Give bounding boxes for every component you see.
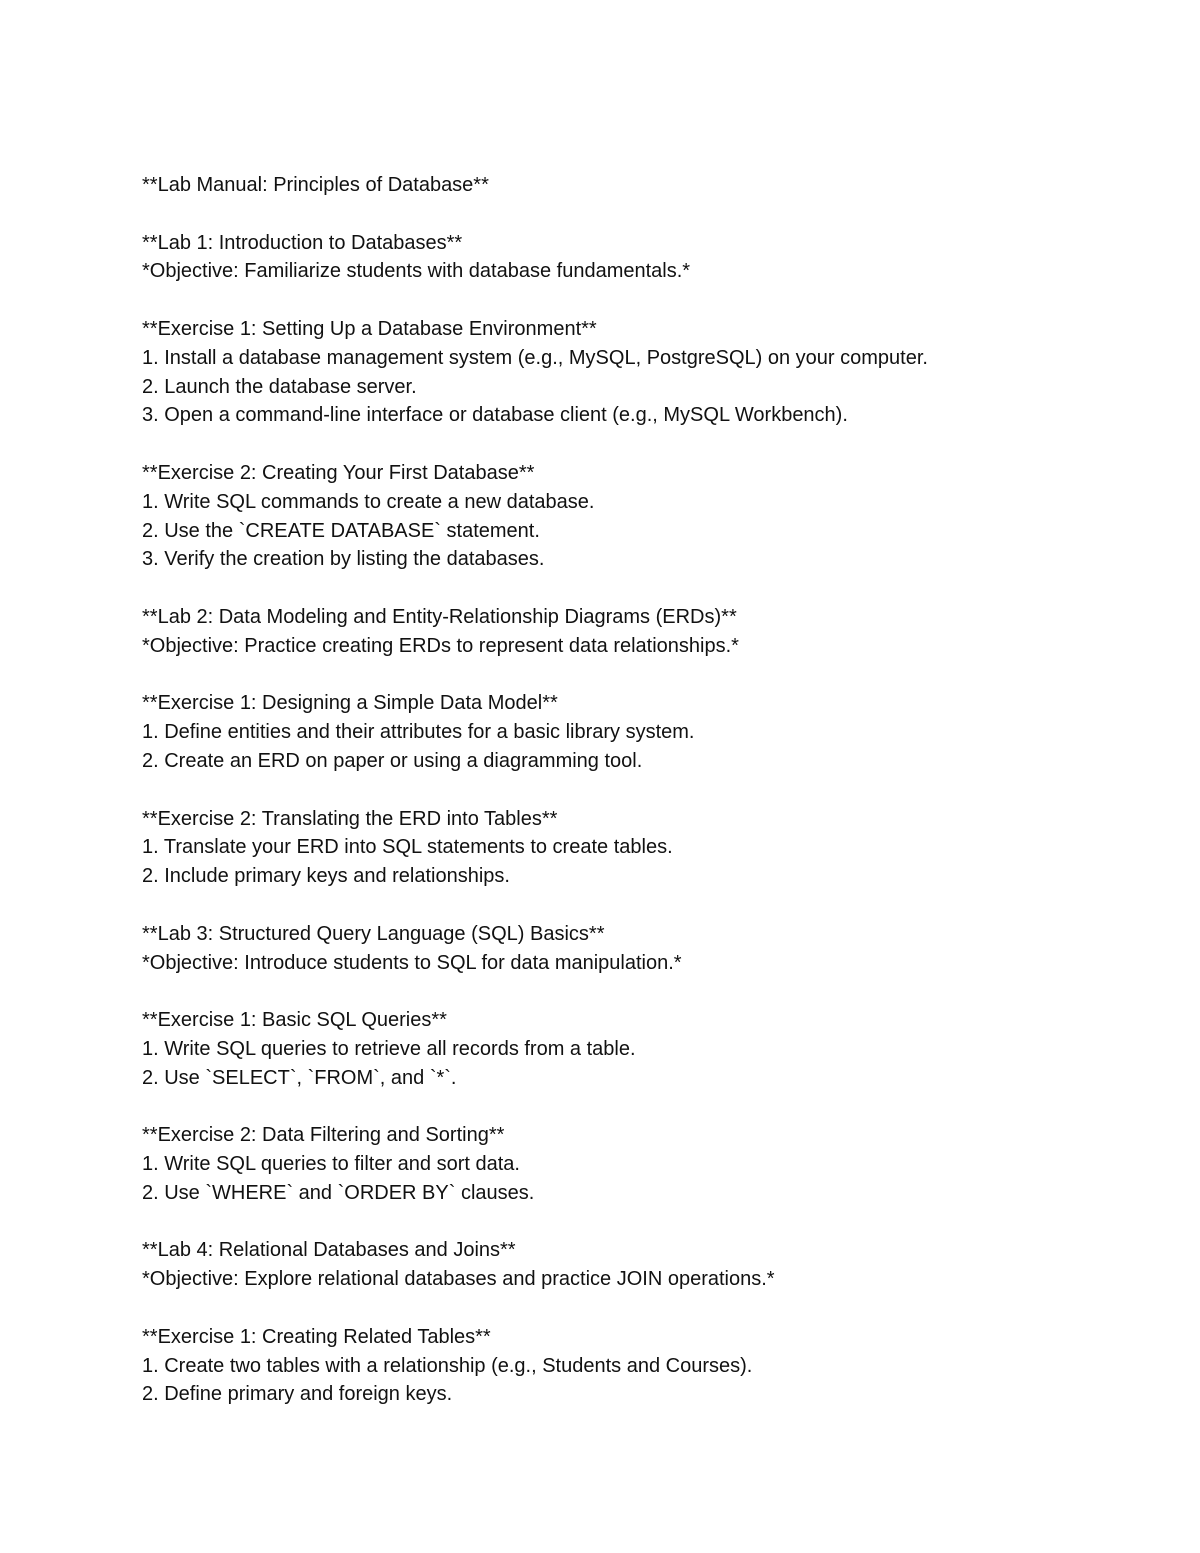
blank-line (142, 200, 1142, 229)
lab-heading: **Lab 3: Structured Query Language (SQL) Basics** (142, 922, 605, 945)
lab-section (142, 920, 1142, 1237)
exercise-step: 2. Create an ERD on paper or using a diagramming tool. (142, 749, 643, 772)
blank-line (142, 1093, 1142, 1122)
blank-line (142, 776, 1142, 805)
lab-heading: **Lab 1: Introduction to Databases** (142, 231, 463, 254)
exercise-step: 2. Launch the database server. (142, 375, 417, 398)
exercise-section (142, 1323, 1142, 1409)
blank-line (142, 661, 1142, 690)
exercise-step: 1. Write SQL queries to filter and sort data. (142, 1153, 520, 1176)
blank-line (142, 574, 1142, 603)
lab-heading: **Lab 4: Relational Databases and Joins** (142, 1239, 516, 1262)
exercise-heading: **Exercise 1: Creating Related Tables** (142, 1325, 491, 1348)
exercise-step: 2. Use `WHERE` and `ORDER BY` clauses. (142, 1181, 535, 1204)
exercise-heading: **Exercise 1: Designing a Simple Data Model** (142, 692, 558, 715)
exercise-section (142, 1121, 1142, 1207)
lab-objective: *Objective: Introduce students to SQL for data manipulation.* (142, 951, 682, 974)
exercise-step: 1. Install a database management system (e.g., MySQL, PostgreSQL) on your computer. (142, 346, 928, 369)
exercise-heading: **Exercise 2: Data Filtering and Sorting** (142, 1124, 505, 1147)
lab-objective: *Objective: Familiarize students with database fundamentals.* (142, 260, 691, 283)
exercise-step: 2. Use `SELECT`, `FROM`, and `*`. (142, 1066, 457, 1089)
exercise-step: 2. Include primary keys and relationships. (142, 865, 510, 888)
lab-objective: *Objective: Practice creating ERDs to represent data relationships.* (142, 634, 739, 657)
lab-section (142, 229, 1142, 603)
document-body (142, 171, 1142, 1409)
blank-line (142, 1208, 1142, 1237)
exercise-step: 1. Write SQL commands to create a new database. (142, 490, 595, 513)
document-title: **Lab Manual: Principles of Database** (142, 174, 489, 196)
exercise-section (142, 459, 1142, 574)
exercise-section (142, 1006, 1142, 1092)
exercise-step: 3. Open a command-line interface or database client (e.g., MySQL Workbench). (142, 404, 848, 427)
blank-line (142, 891, 1142, 920)
lab-heading: **Lab 2: Data Modeling and Entity-Relationship Diagrams (ERDs)** (142, 605, 737, 628)
exercise-heading: **Exercise 2: Creating Your First Database** (142, 461, 535, 484)
exercise-section (142, 315, 1142, 430)
exercise-step: 1. Create two tables with a relationship (e.g., Students and Courses). (142, 1354, 753, 1377)
blank-line (142, 430, 1142, 459)
exercise-step: 2. Define primary and foreign keys. (142, 1383, 453, 1406)
exercise-step: 2. Use the `CREATE DATABASE` statement. (142, 519, 540, 542)
blank-line (142, 977, 1142, 1006)
exercise-heading: **Exercise 1: Setting Up a Database Environment** (142, 317, 597, 340)
exercise-heading: **Exercise 1: Basic SQL Queries** (142, 1009, 447, 1032)
blank-line (142, 1294, 1142, 1323)
exercise-step: 1. Translate your ERD into SQL statements to create tables. (142, 836, 673, 859)
exercise-step: 1. Write SQL queries to retrieve all records from a table. (142, 1037, 636, 1060)
blank-line (142, 286, 1142, 315)
exercise-heading: **Exercise 2: Translating the ERD into Tables** (142, 807, 558, 830)
lab-section (142, 603, 1142, 920)
lab-objective: *Objective: Explore relational databases and practice JOIN operations.* (142, 1268, 775, 1291)
exercise-section (142, 805, 1142, 891)
exercise-section (142, 689, 1142, 775)
lab-section (142, 1236, 1142, 1409)
exercise-step: 3. Verify the creation by listing the databases. (142, 548, 545, 571)
exercise-step: 1. Define entities and their attributes for a basic library system. (142, 721, 695, 744)
